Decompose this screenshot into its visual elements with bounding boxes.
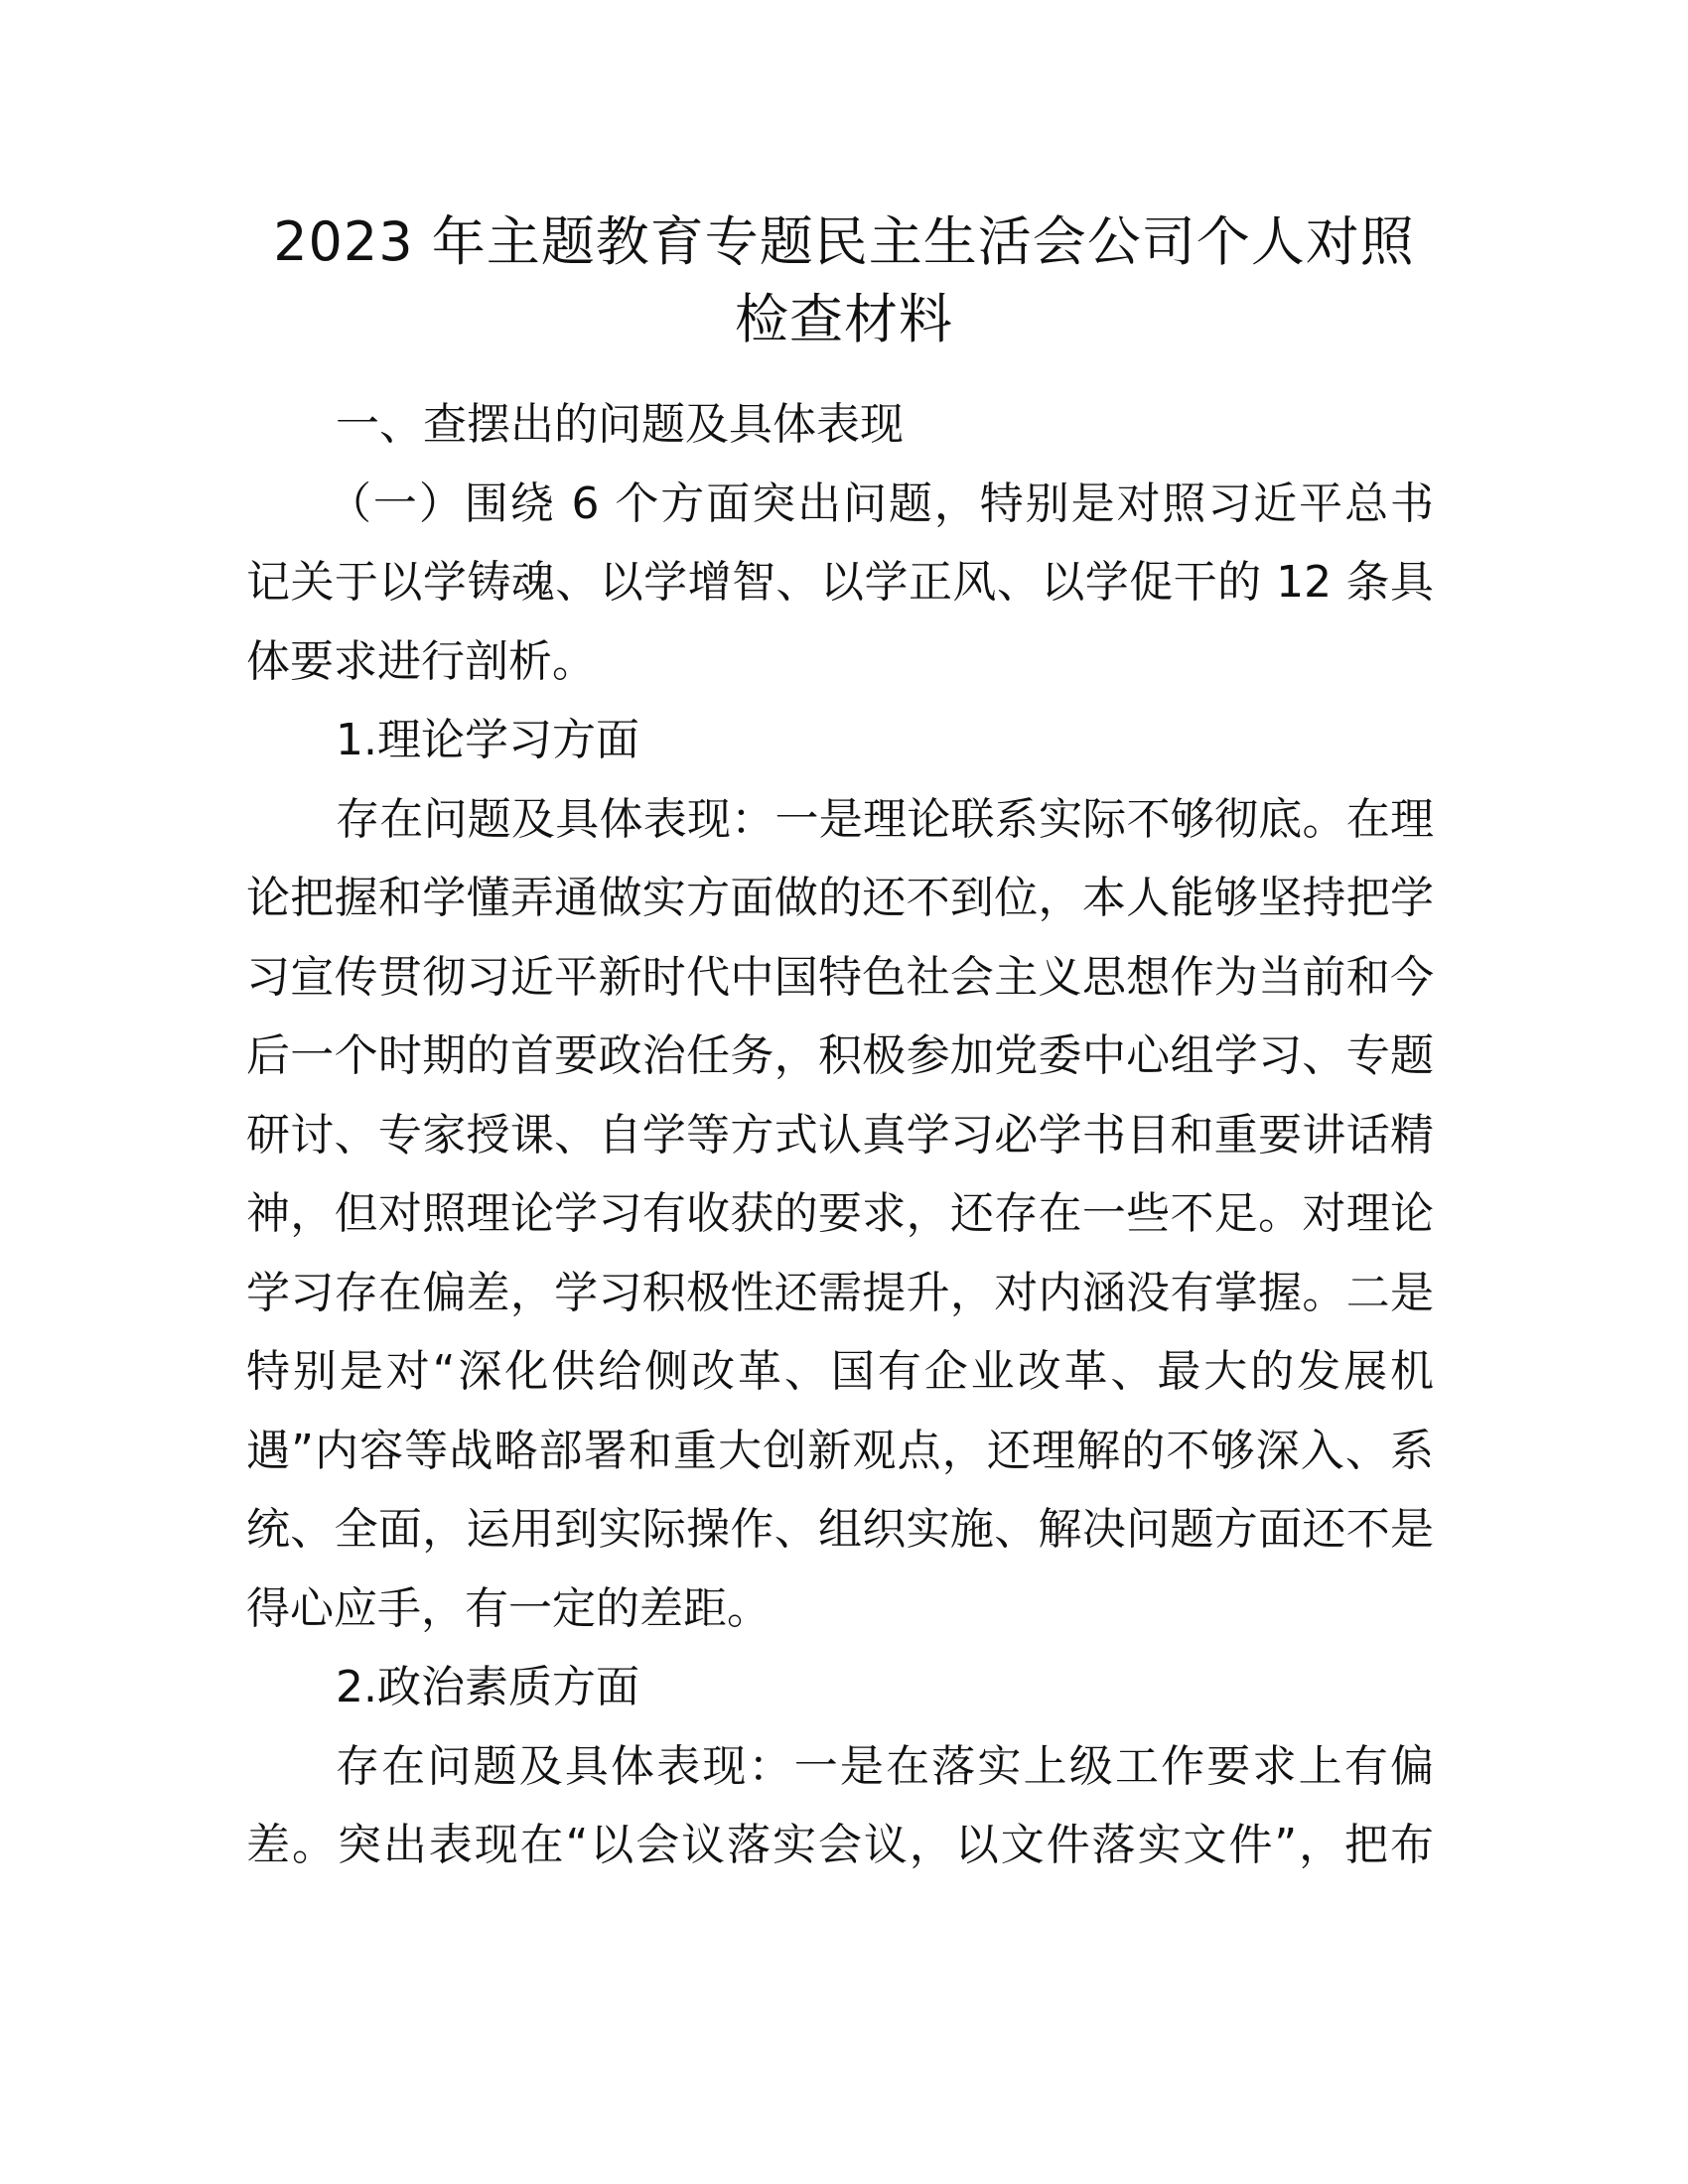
paragraph-line: 习宣传贯彻习近平新时代中国特色社会主义思想作为当前和今	[246, 951, 1434, 1003]
section-heading-text: 一、查摆出的问题及具体表现	[336, 399, 904, 450]
paragraph-line: 得心应手，有一定的差距。	[246, 1582, 771, 1634]
item-heading-1	[246, 701, 1434, 780]
paragraph-line: （一）围绕 6 个方面突出问题，特别是对照习近平总书	[328, 478, 1434, 529]
item-paragraph-2	[246, 1727, 1434, 1885]
title-line-2: 检查材料	[735, 288, 953, 350]
subsection-paragraph-1	[246, 465, 1434, 702]
item-heading-text: 1.理论学习方面	[336, 715, 639, 765]
paragraph-line: 记关于以学铸魂、以学增智、以学正风、以学促干的 12 条具	[246, 557, 1434, 608]
paragraph-line: 统、全面，运用到实际操作、组织实施、解决问题方面还不是	[246, 1504, 1434, 1555]
item-paragraph-1	[246, 780, 1434, 1649]
paragraph-line: 差。突出表现在“以会议落实会议，以文件落实文件”，把布	[246, 1820, 1434, 1870]
section-heading-1	[246, 385, 1434, 465]
paragraph-line: 存在问题及具体表现：一是理论联系实际不够彻底。在理	[336, 793, 1434, 845]
paragraph-line: 遇”内容等战略部署和重大创新观点，还理解的不够深入、系	[246, 1425, 1434, 1476]
document-title	[228, 204, 1460, 358]
title-line-1: 2023 年主题教育专题民主生活会公司个人对照	[273, 210, 1415, 273]
item-heading-2	[246, 1648, 1434, 1727]
item-heading-text: 2.政治素质方面	[336, 1662, 639, 1712]
paragraph-line: 研讨、专家授课、自学等方式认真学习必学书目和重要讲话精	[246, 1109, 1434, 1160]
document-body	[246, 385, 1434, 1885]
paragraph-line: 体要求进行剖析。	[246, 635, 596, 687]
paragraph-line: 学习存在偏差，学习积极性还需提升，对内涵没有掌握。二是	[246, 1267, 1434, 1318]
paragraph-line: 后一个时期的首要政治任务，积极参加党委中心组学习、专题	[246, 1030, 1434, 1081]
paragraph-line: 论把握和学懂弄通做实方面做的还不到位，本人能够坚持把学	[246, 873, 1434, 923]
paragraph-line: 特别是对“深化供给侧改革、国有企业改革、最大的发展机	[246, 1346, 1434, 1397]
paragraph-line: 神，但对照理论学习有收获的要求，还存在一些不足。对理论	[246, 1188, 1434, 1239]
paragraph-line: 存在问题及具体表现：一是在落实上级工作要求上有偏	[336, 1740, 1434, 1792]
